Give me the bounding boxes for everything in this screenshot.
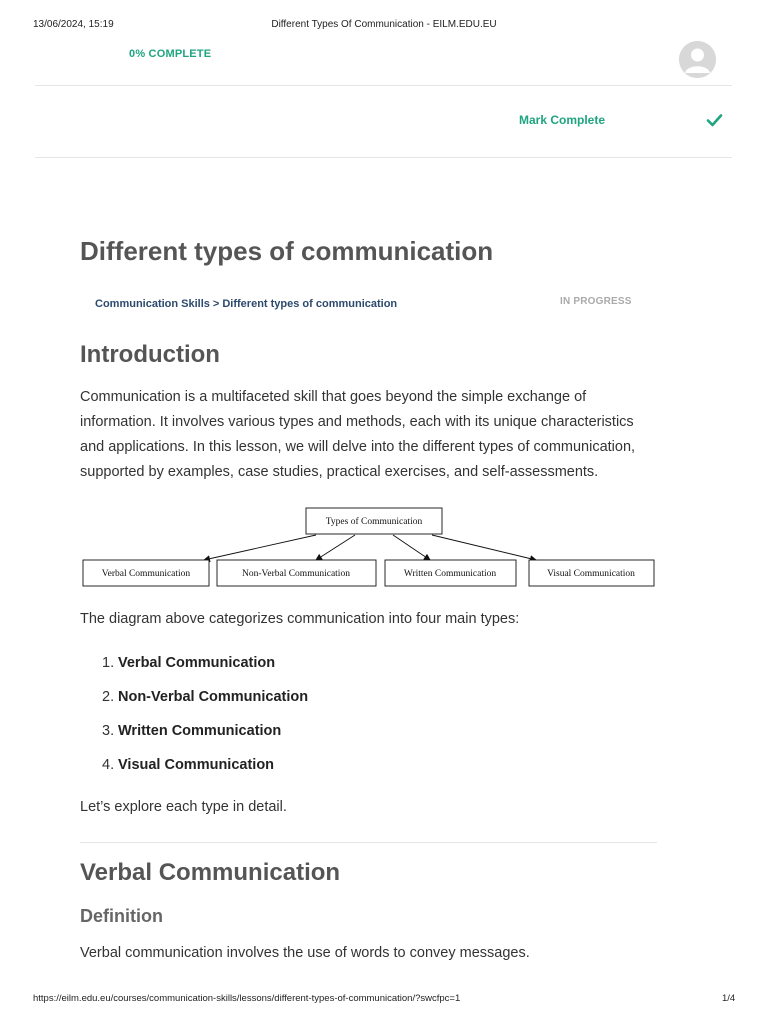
diagram-node-written (385, 560, 516, 586)
breadcrumb-separator: > (212, 298, 220, 310)
breadcrumb-course-link[interactable]: Communication Skills (95, 298, 210, 310)
header-divider (35, 85, 732, 86)
list-item-number: 3. (102, 723, 115, 739)
diagram-node-verbal (83, 560, 209, 586)
list-item-label: Written Communication (118, 723, 282, 739)
print-url: https://eilm.edu.eu/courses/communication-skills/lessons/different-types-of-communication/?swcfpc=1 (33, 993, 461, 1004)
list-item-number: 4. (102, 757, 115, 773)
list-item-label: Visual Communication (118, 757, 275, 773)
course-progress-label: 0% COMPLETE (129, 48, 212, 60)
diagram-node-visual-label: Visual Communication (547, 569, 635, 579)
diagram-edge-written (393, 535, 430, 560)
lesson-status-badge: IN PROGRESS (560, 296, 632, 307)
diagram-node-visual (529, 560, 654, 586)
communication-types-diagram (80, 505, 660, 591)
print-page-number: 1/4 (722, 993, 736, 1004)
introduction-heading: Introduction (80, 341, 220, 368)
list-item (80, 723, 282, 757)
toolbar-divider (35, 157, 732, 158)
lesson-title: Different types of communication (80, 236, 494, 266)
diagram-node-written-label: Written Communication (403, 569, 497, 579)
section-divider (80, 842, 657, 843)
list-item (80, 757, 275, 791)
print-tab-title: Different Types Of Communication - EILM.EDU.EU (271, 19, 497, 30)
diagram-node-nonverbal-label: Non-Verbal Communication (242, 569, 350, 579)
breadcrumb-lesson-link[interactable]: Different types of communication (222, 298, 398, 310)
diagram-node-verbal-label: Verbal Communication (101, 569, 191, 579)
diagram-caption: The diagram above categorizes communication into four main types: (80, 611, 520, 627)
mark-complete-button[interactable]: Mark Complete (519, 113, 606, 127)
list-item-number: 2. (102, 689, 115, 705)
user-avatar[interactable] (679, 41, 716, 78)
diagram-node-root-label: Types of Communication (325, 517, 423, 527)
diagram-node-nonverbal (217, 560, 376, 586)
print-header (0, 0, 768, 40)
definition-subheading: Definition (80, 906, 163, 926)
checkmark-icon[interactable] (706, 113, 723, 127)
diagram-node-root (306, 508, 442, 534)
verbal-section-heading: Verbal Communication (80, 859, 341, 886)
introduction-paragraph: Communication is a multifaceted skill that goes beyond the simple exchange of information. It involves various types and methods, each with its unique characteristics and applications. In this lesson, we will delve into the different types of communication, supported by examples, case studies, practical exercises, and self-assessments. (80, 389, 636, 480)
diagram-edge-nonverbal (316, 535, 355, 560)
diagram-edge-visual (432, 535, 536, 560)
definition-paragraph: Verbal communication involves the use of words to convey messages. (80, 945, 530, 961)
list-item (80, 655, 276, 689)
breadcrumb (95, 298, 397, 310)
list-item-label: Non-Verbal Communication (118, 689, 309, 705)
list-item-number: 1. (102, 655, 115, 671)
user-avatar-icon (679, 41, 716, 78)
list-item-label: Verbal Communication (118, 655, 276, 671)
diagram-edge-verbal (204, 535, 316, 560)
communication-types-list (80, 655, 309, 791)
explore-text: Let’s explore each type in detail. (80, 799, 287, 815)
print-datetime: 13/06/2024, 15:19 (33, 19, 114, 30)
list-item (80, 689, 309, 723)
